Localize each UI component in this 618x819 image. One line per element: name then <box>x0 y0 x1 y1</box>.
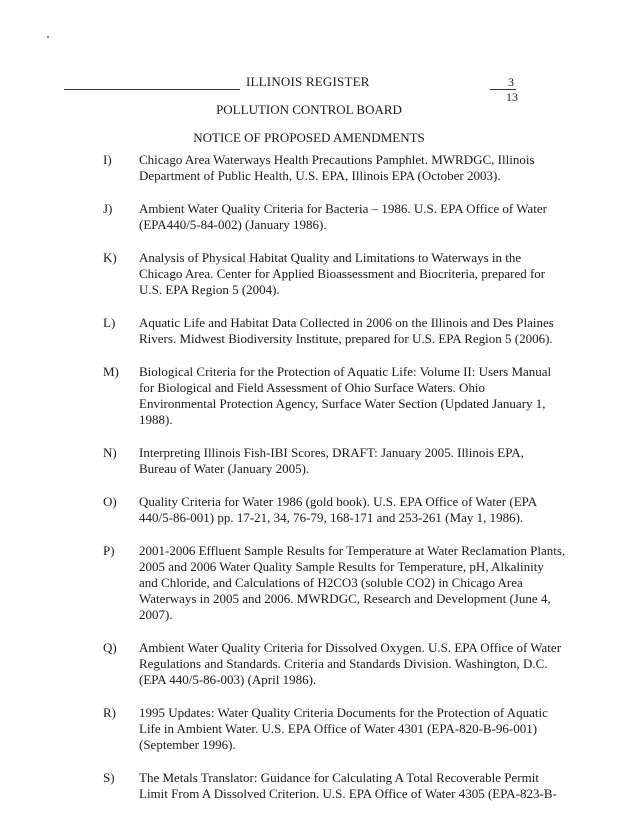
entry-text <box>139 315 559 347</box>
entry-line: Environmental Protection Agency, Surface Water Section (Updated January 1, <box>139 396 546 411</box>
entry-line: Ambient Water Quality Criteria for Dissolved Oxygen. U.S. EPA Office of Water <box>139 640 562 655</box>
entry-label: I) <box>103 152 112 167</box>
entry-line: Ambient Water Quality Criteria for Bacteria – 1986. U.S. EPA Office of Water <box>139 201 547 216</box>
entry-text <box>139 364 559 428</box>
entry-text <box>139 445 559 477</box>
entry-label: J) <box>103 201 113 216</box>
entry-label: R) <box>103 705 116 720</box>
entry-line: (September 1996). <box>139 737 236 752</box>
entry-text <box>139 250 559 298</box>
entry-label: O) <box>103 494 117 509</box>
entry-line: (EPA440/5-84-002) (January 1986). <box>139 217 327 232</box>
entry-line: Bureau of Water (January 2005). <box>139 461 310 476</box>
entry-line: 2005 and 2006 Water Quality Sample Results for Temperature, pH, Alkalinity <box>139 559 544 574</box>
reference-entry <box>0 640 618 688</box>
page-subnumber: 13 <box>506 90 518 104</box>
reference-entry <box>0 445 618 477</box>
entry-line: (EPA 440/5-86-003) (April 1986). <box>139 672 317 687</box>
reference-entry <box>0 201 618 233</box>
reference-entry <box>0 315 618 347</box>
entry-line: Life in Ambient Water. U.S. EPA Office of Water 4301 (EPA-820-B-96-001) <box>139 721 538 736</box>
entry-label: K) <box>103 250 117 265</box>
agency-heading: POLLUTION CONTROL BOARD <box>216 102 402 117</box>
entry-line: Limit From A Dissolved Criterion. U.S. EPA Office of Water 4305 (EPA-823-B- <box>139 786 557 801</box>
entry-line: Interpreting Illinois Fish-IBI Scores, DRAFT: January 2005. Illinois EPA, <box>139 445 524 460</box>
entry-line: Regulations and Standards. Criteria and Standards Division. Washington, D.C. <box>139 656 548 671</box>
entry-text <box>139 770 559 802</box>
entry-text <box>139 152 559 184</box>
entry-text <box>139 494 559 526</box>
entry-text <box>139 543 566 623</box>
page-number: 3 <box>508 75 514 89</box>
entry-line: Biological Criteria for the Protection of Aquatic Life: Volume II: Users Manual <box>139 364 552 379</box>
reference-list <box>0 152 618 819</box>
entry-line: Chicago Area. Center for Applied Bioassessment and Biocriteria, prepared for <box>139 266 546 281</box>
entry-line: Quality Criteria for Water 1986 (gold book). U.S. EPA Office of Water (EPA <box>139 494 538 509</box>
entry-line: 2001-2006 Effluent Sample Results for Temperature at Water Reclamation Plants, <box>139 543 566 558</box>
entry-line: 2007). <box>139 607 173 622</box>
entry-label: P) <box>103 543 115 558</box>
entry-line: Rivers. Midwest Biodiversity Institute, prepared for U.S. EPA Region 5 (2006). <box>139 331 553 346</box>
entry-line: The Metals Translator: Guidance for Calculating A Total Recoverable Permit <box>139 770 539 785</box>
entry-line: U.S. EPA Region 5 (2004). <box>139 282 280 297</box>
entry-line: for Biological and Field Assessment of Ohio Surface Waters. Ohio <box>139 380 486 395</box>
entry-line: Analysis of Physical Habitat Quality and Limitations to Waterways in the <box>139 250 522 265</box>
entry-label: M) <box>103 364 119 379</box>
entry-line: Waterways in 2005 and 2006. MWRDGC, Research and Development (June 4, <box>139 591 551 606</box>
entry-line: and Chloride, and Calculations of H2CO3 (soluble CO2) in Chicago Area <box>139 575 523 590</box>
register-title: ILLINOIS REGISTER <box>246 74 370 89</box>
entry-line: Aquatic Life and Habitat Data Collected in 2006 on the Illinois and Des Plaines <box>139 315 554 330</box>
entry-label: L) <box>103 315 116 330</box>
entry-line: Department of Public Health, U.S. EPA, Illinois EPA (October 2003). <box>139 168 501 183</box>
reference-entry <box>0 494 618 526</box>
entry-text <box>139 705 559 753</box>
reference-entry <box>0 705 618 753</box>
reference-entry <box>0 250 618 298</box>
header-rule-left <box>64 89 240 90</box>
entry-line: 1995 Updates: Water Quality Criteria Documents for the Protection of Aquatic <box>139 705 548 720</box>
reference-entry <box>0 364 618 428</box>
scan-speck <box>47 36 49 38</box>
entry-line: 1988). <box>139 412 173 427</box>
notice-heading: NOTICE OF PROPOSED AMENDMENTS <box>193 130 425 145</box>
entry-line: Chicago Area Waterways Health Precautions Pamphlet. MWRDGC, Illinois <box>139 152 535 167</box>
entry-label: Q) <box>103 640 117 655</box>
reference-entry <box>0 543 618 623</box>
entry-label: S) <box>103 770 115 785</box>
entry-line: 440/5-86-001) pp. 17-21, 34, 76-79, 168-171 and 253-261 (May 1, 1986). <box>139 510 524 525</box>
reference-entry <box>0 152 618 184</box>
entry-label: N) <box>103 445 117 460</box>
reference-entry <box>0 770 618 802</box>
entry-text <box>139 201 559 233</box>
entry-text <box>139 640 562 688</box>
